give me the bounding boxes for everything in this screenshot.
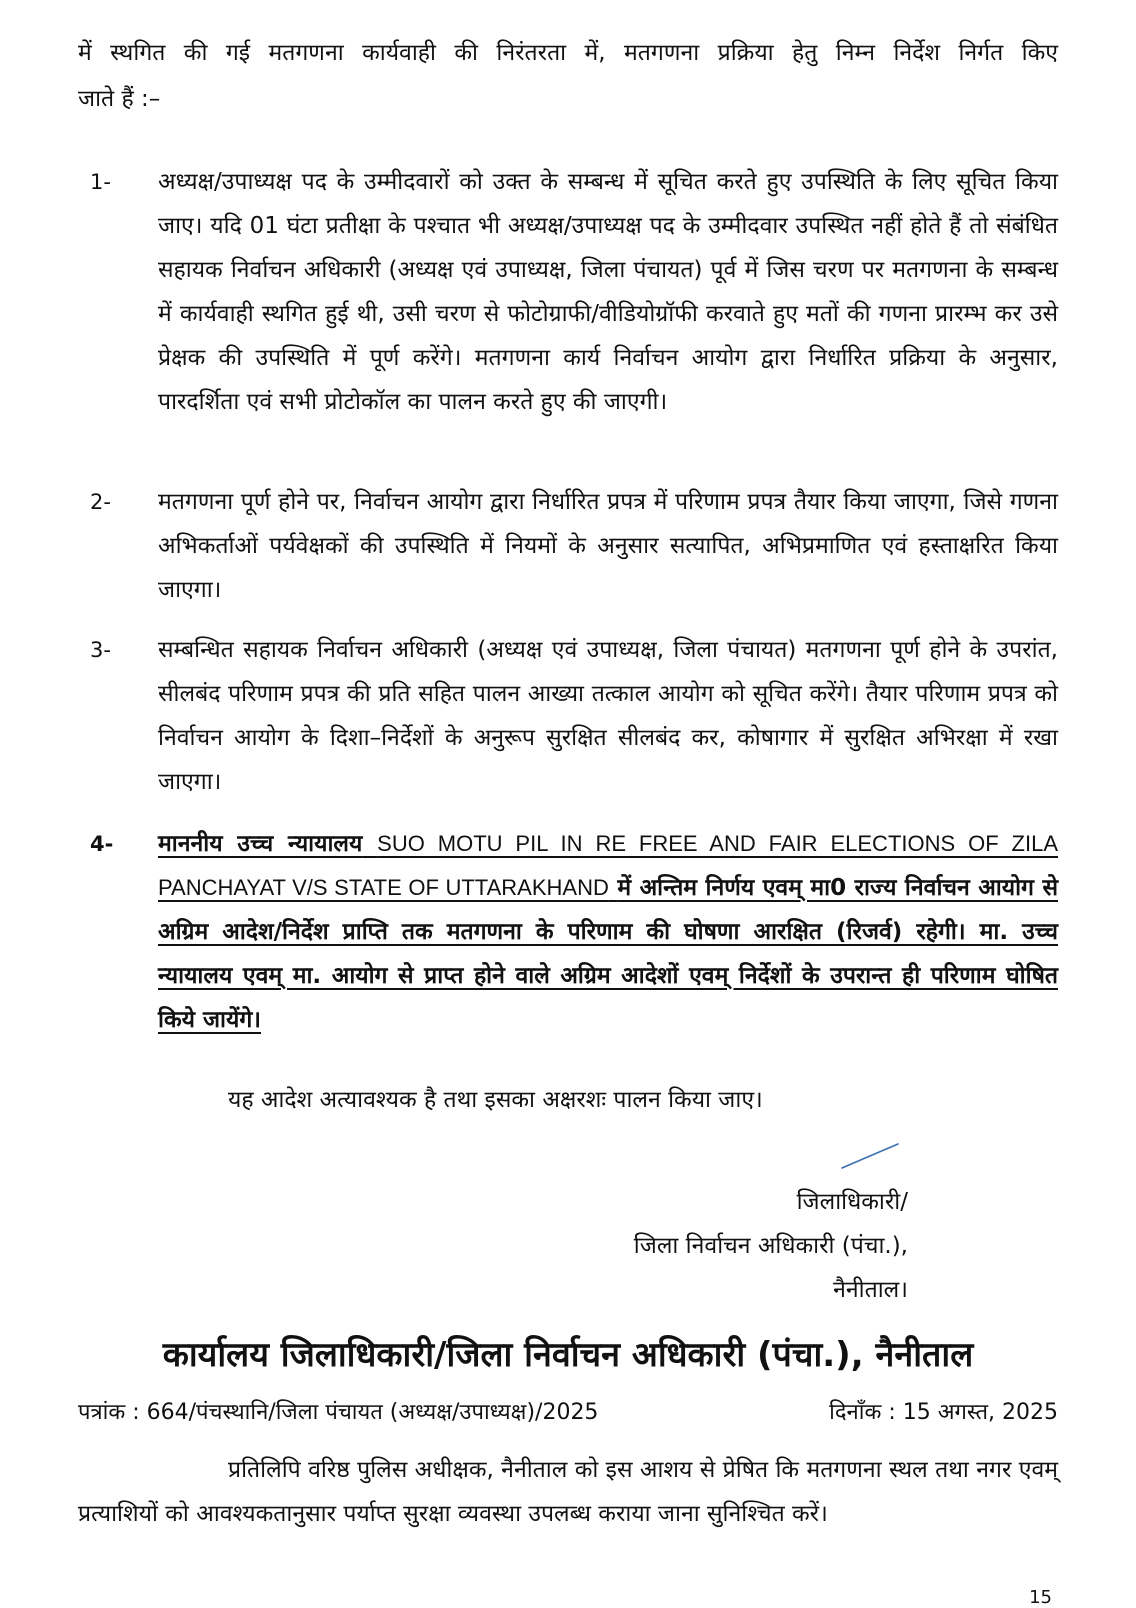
- signatory-title: जिलाधिकारी/: [796, 1189, 908, 1215]
- list-item-text-important: [158, 822, 1058, 1042]
- directive-text: में अन्तिम निर्णय एवम् मा0 राज्य निर्वाचन आयोग से अग्रिम आदेश/निर्देश प्राप्ति तक मतगणना के परिणाम की घोषणा आरक्षित (रिजर्व) रहेगी। मा. उच्च न्यायालय एवम् मा. आयोग से प्राप्त होने वाले अग्रिम आदेशों एवम् निर्देशों के उपरान्त ही परिणाम घोषित किये जायेंगे।: [158, 875, 1059, 1033]
- case-title: SUO MOTU PIL IN RE FREE AND FAIR ELECTIONS OF ZILA PANCHAYAT V/S STATE OF UTTARAKHAND: [158, 831, 1059, 900]
- list-item-number: 2-: [90, 490, 111, 514]
- office-heading: कार्यालय जिलाधिकारी/जिला निर्वाचन अधिकारी (पंचा.), नैनीताल: [162, 1335, 974, 1375]
- signature-block: [634, 1180, 908, 1312]
- list-item-text: मतगणना पूर्ण होने पर, निर्वाचन आयोग द्वारा निर्धारित प्रपत्र में परिणाम प्रपत्र तैयार किया जाएगा, जिसे गणना अभिकर्ताओं पर्यवेक्षकों की उपस्थिति में नियमों के अनुसार सत्यापित, अभिप्रमाणित एवं हस्ताक्षरित किया जाएगा।: [158, 489, 1058, 603]
- list-item-number: 1-: [90, 170, 111, 194]
- list-item-text: सम्बन्धित सहायक निर्वाचन अधिकारी (अध्यक्ष एवं उपाध्यक्ष, जिला पंचायत) मतगणना पूर्ण होने के उपरांत, सीलबंद परिणाम प्रपत्र की प्रति सहित पालन आख्या तत्काल आयोग को सूचित करेंगे। तैयार परिणाम प्रपत्र को निर्वाचन आयोग के दिशा–निर्देशों के अनुरूप सुरक्षित सीलबंद कर, कोषागार में सुरक्षित अभिरक्षा में रखा जाएगा।: [158, 637, 1058, 795]
- page-number: 15: [1029, 1587, 1052, 1608]
- intro-line-1: में स्थगित की गई मतगणना कार्यवाही की निरंतरता में, मतगणना प्रक्रिया हेतु निम्न निर्देश निर्गत किए: [78, 40, 1058, 66]
- signatory-designation: जिला निर्वाचन अधिकारी (पंचा.),: [633, 1233, 908, 1259]
- list-item-number: 4-: [90, 832, 114, 856]
- order-note: यह आदेश अत्यावश्यक है तथा इसका अक्षरशः पालन किया जाए।: [228, 1087, 763, 1113]
- court-name: माननीय उच्च न्यायालय: [158, 831, 363, 857]
- letter-date: दिनाँक : 15 अगस्त, 2025: [829, 1400, 1058, 1425]
- list-item-number: 3-: [90, 638, 111, 662]
- intro-line-2: जाते हैं :–: [78, 86, 161, 112]
- signature-stroke-icon: [840, 1140, 900, 1170]
- signatory-place: नैनीताल।: [833, 1277, 908, 1303]
- copy-paragraph: प्रतिलिपि वरिष्ठ पुलिस अधीक्षक, नैनीताल को इस आशय से प्रेषित कि मतगणना स्थल तथा नगर एवम् प्रत्याशियों को आवश्यकतानुसार पर्याप्त सुरक्षा व्यवस्था उपलब्ध कराया जाना सुनिश्चित करें।: [78, 1457, 1058, 1527]
- letter-number: पत्रांक : 664/पंचस्थानि/जिला पंचायत (अध्यक्ष/उपाध्यक्ष)/2025: [78, 1400, 599, 1425]
- list-item-text: अध्यक्ष/उपाध्यक्ष पद के उम्मीदवारों को उक्त के सम्बन्ध में सूचित करते हुए उपस्थिति के लिए सूचित किया जाए। यदि 01 घंटा प्रतीक्षा के पश्चात भी अध्यक्ष/उपाध्यक्ष पद के उम्मीदवार उपस्थित नहीं होते हैं तो संबंधित सहायक निर्वाचन अधिकारी (अध्यक्ष एवं उपाध्यक्ष, जिला पंचायत) पूर्व में जिस चरण पर मतगणना के सम्बन्ध में कार्यवाही स्थगित हुई थी, उसी चरण से फोटोग्राफी/वीडियोग्रॉफी करवाते हुए मतों की गणना प्रारम्भ कर उसे प्रेक्षक की उपस्थिति में पूर्ण करेंगे। मतगणना कार्य निर्वाचन आयोग द्वारा निर्धारित प्रक्रिया के अनुसार, पारदर्शिता एवं सभी प्रोटोकॉल का पालन करते हुए की जाएगी।: [158, 169, 1058, 415]
- intro-paragraph: [78, 30, 1058, 122]
